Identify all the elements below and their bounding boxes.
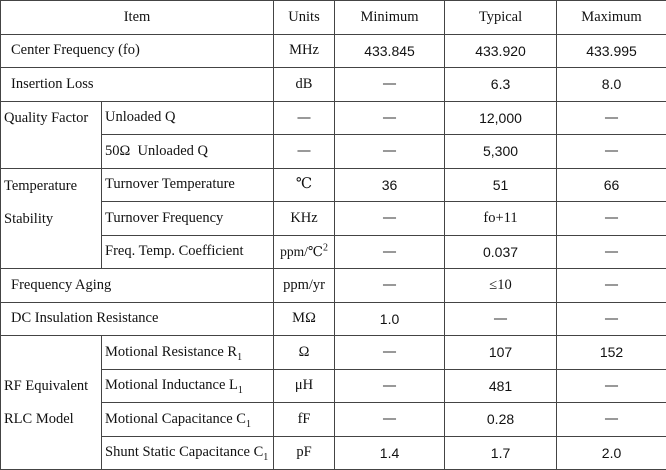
center-frequency-typ: 433.920 (445, 34, 557, 68)
motional-capacitance-label (102, 403, 274, 437)
shunt-capacitance-subscript: 1 (263, 452, 269, 464)
loaded-50-typ: 5,300 (445, 135, 557, 169)
motional-capacitance-min: — (335, 403, 445, 437)
motional-inductance-typ: 481 (445, 369, 557, 403)
ftc-max: — (557, 235, 666, 269)
ftc-units-exponent: 2 (322, 242, 328, 254)
shunt-capacitance-label (102, 436, 274, 470)
temperature-group-line1: Temperature (4, 177, 78, 194)
frequency-aging-min: — (335, 269, 445, 303)
motional-inductance-subscript: 1 (237, 385, 243, 397)
motional-resistance-subscript: 1 (237, 351, 243, 363)
ftc-units (274, 235, 335, 269)
frequency-aging-units: ppm/yr (274, 269, 335, 303)
motional-resistance-typ: 107 (445, 336, 557, 370)
insertion-loss-units: dB (274, 68, 335, 102)
turnover-freq-typ: fo+11 (445, 202, 557, 236)
table-row (1, 168, 666, 202)
header-row (1, 1, 666, 35)
unloaded-q-label: Unloaded Q (102, 101, 274, 135)
dc-insulation-label: DC Insulation Resistance (1, 302, 274, 336)
insertion-loss-max: 8.0 (557, 68, 666, 102)
dc-insulation-min: 1.0 (335, 302, 445, 336)
temperature-stability-group (1, 168, 102, 269)
table-row (1, 135, 666, 169)
rlc-group-line2: RLC Model (4, 411, 74, 427)
table-row (1, 336, 666, 370)
shunt-capacitance-max: 2.0 (557, 436, 666, 470)
turnover-freq-label: Turnover Frequency (102, 202, 274, 236)
header-units: Units (274, 1, 335, 35)
loaded-50-min: — (335, 135, 445, 169)
table-row (1, 302, 666, 336)
insertion-loss-min: — (335, 68, 445, 102)
ftc-min: — (335, 235, 445, 269)
motional-resistance-units: Ω (274, 336, 335, 370)
frequency-aging-label: Frequency Aging (1, 269, 274, 303)
motional-capacitance-subscript: 1 (245, 418, 251, 430)
loaded-50-max: — (557, 135, 666, 169)
header-maximum: Maximum (557, 1, 666, 35)
unloaded-q-min: — (335, 101, 445, 135)
header-typical: Typical (445, 1, 557, 35)
header-item: Item (1, 1, 274, 35)
motional-resistance-text: Motional Resistance R (105, 343, 238, 360)
dc-insulation-typ: — (445, 302, 557, 336)
turnover-freq-max: — (557, 202, 666, 236)
ftc-typ: 0.037 (445, 235, 557, 269)
turnover-freq-units: KHz (274, 202, 335, 236)
loaded-50-units: — (274, 135, 335, 169)
motional-resistance-label (102, 336, 274, 370)
motional-inductance-text: Motional Inductance L (105, 377, 238, 394)
unloaded-q-max: — (557, 101, 666, 135)
motional-resistance-max: 152 (557, 336, 666, 370)
shunt-capacitance-min: 1.4 (335, 436, 445, 470)
motional-inductance-min: — (335, 369, 445, 403)
table-row (1, 68, 666, 102)
dc-insulation-max: — (557, 302, 666, 336)
turnover-temp-max: 66 (557, 168, 666, 202)
dc-insulation-units: MΩ (274, 302, 335, 336)
turnover-freq-min: — (335, 202, 445, 236)
motional-capacitance-max: — (557, 403, 666, 437)
center-frequency-label: Center Frequency (fo) (1, 34, 274, 68)
table-row (1, 34, 666, 68)
ftc-units-base: ppm/℃ (280, 243, 323, 259)
rlc-group-line1: RF Equivalent (4, 378, 89, 394)
motional-inductance-units: μH (274, 369, 335, 403)
rlc-model-group (1, 336, 102, 470)
turnover-temp-units: ℃ (274, 168, 335, 202)
motional-resistance-min: — (335, 336, 445, 370)
quality-factor-group: Quality Factor (1, 101, 102, 135)
shunt-capacitance-units: pF (274, 436, 335, 470)
motional-inductance-label (102, 369, 274, 403)
motional-capacitance-units: fF (274, 403, 335, 437)
temperature-group-line2: Stability (4, 210, 54, 227)
unloaded-q-typ: 12,000 (445, 101, 557, 135)
turnover-temp-label: Turnover Temperature (102, 168, 274, 202)
header-minimum: Minimum (335, 1, 445, 35)
frequency-aging-typ: ≤10 (445, 269, 557, 303)
motional-capacitance-text: Motional Capacitance C (105, 410, 246, 427)
insertion-loss-typ: 6.3 (445, 68, 557, 102)
quality-factor-group-cont (1, 135, 102, 169)
motional-capacitance-typ: 0.28 (445, 403, 557, 437)
frequency-aging-max: — (557, 269, 666, 303)
table-row (1, 269, 666, 303)
table-row (1, 101, 666, 135)
shunt-capacitance-text: Shunt Static Capacitance C (105, 444, 264, 461)
loaded-50-label: 50Ω Unloaded Q (102, 135, 274, 169)
ftc-label: Freq. Temp. Coefficient (102, 235, 274, 269)
center-frequency-min: 433.845 (335, 34, 445, 68)
turnover-temp-typ: 51 (445, 168, 557, 202)
shunt-capacitance-typ: 1.7 (445, 436, 557, 470)
motional-inductance-max: — (557, 369, 666, 403)
insertion-loss-label: Insertion Loss (1, 68, 274, 102)
center-frequency-units: MHz (274, 34, 335, 68)
unloaded-q-units: — (274, 101, 335, 135)
turnover-temp-min: 36 (335, 168, 445, 202)
center-frequency-max: 433.995 (557, 34, 666, 68)
